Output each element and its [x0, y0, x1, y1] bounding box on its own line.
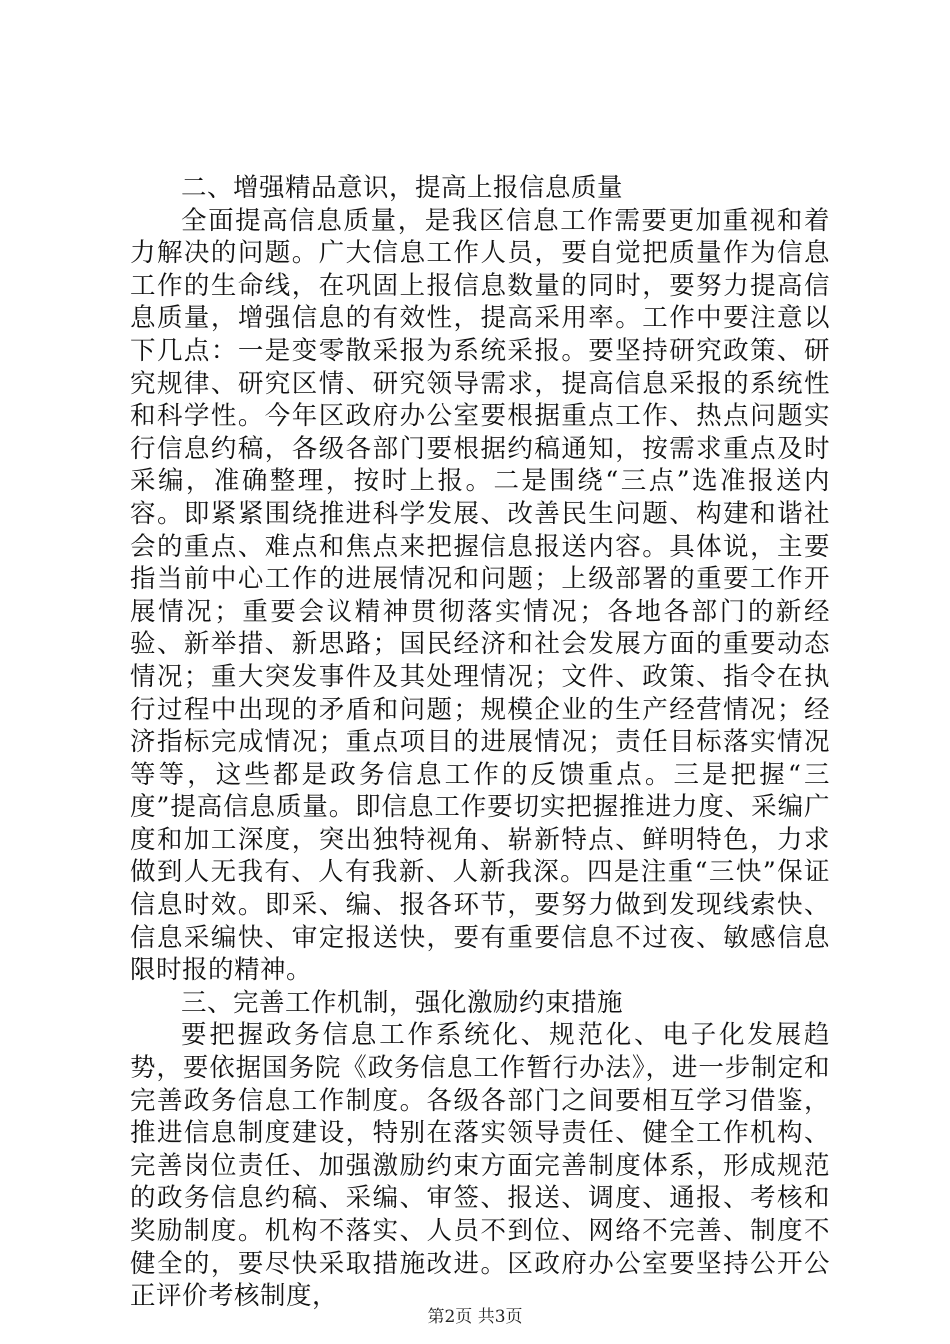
section-paragraph-2: 全面提高信息质量，是我区信息工作需要更加重视和着力解决的问题。广大信息工作人员，要自觉把质量作为信息工作的生命线，在巩固上报信息数量的同时，要努力提高信息质量，增强信息的有效性，提高采用率。工作中要注意以下几点：一是变零散采报为系统采报。要坚持研究政策、研究规律、研究区情、研究领导需求，提高信息采报的系统性和科学性。今年区政府办公室要根据重点工作、热点问题实行信息约稿，各级各部门要根据约稿通知，按需求重点及时采编，准确整理，按时上报。二是围绕“三点”选准报送内容。即紧紧围绕推进科学发展、改善民生问题、构建和谐社会的重点、难点和焦点来把握信息报送内容。具体说，主要指当前中心工作的进展情况和问题；上级部署的重要工作开展情况；重要会议精神贯彻落实情况；各地各部门的新经验、新举措、新思路；国民经济和社会发展方面的重要动态情况；重大突发事件及其处理情况；文件、政策、指令在执行过程中出现的矛盾和问题；规模企业的生产经营情况；经济指标完成情况；重点项目的进展情况；责任目标落实情况等等，这些都是政务信息工作的反馈重点。三是把握“三度”提高信息质量。即信息工作要切实把握推进力度、采编广度和加工深度，突出独特视角、崭新特点、鲜明特色，力求做到人无我有、人有我新、人新我深。四是注重“三快”保证信息时效。即采、编、报各环节，要努力做到发现线索快、信息采编快、审定报送快，要有重要信息不过夜、敏感信息限时报的精神。: [130, 205, 830, 986]
document-body: [130, 172, 830, 1313]
section-heading-2: 二、增强精品意识，提高上报信息质量: [181, 173, 624, 203]
section-paragraph-3: 要把握政务信息工作系统化、规范化、电子化发展趋势，要依据国务院《政务信息工作暂行办法》，进一步制定和完善政务信息工作制度。各级各部门之间要相互学习借鉴，推进信息制度建设，特别在落实领导责任、健全工作机构、完善岗位责任、加强激励约束方面完善制度体系，形成规范的政务信息约稿、采编、审签、报送、调度、通报、考核和奖励制度。机构不落实、人员不到位、网络不完善、制度不健全的，要尽快采取措施改进。区政府办公室要坚持公开公正评价考核制度，: [130, 1020, 830, 1312]
page-number-footer: 第2页 共3页: [427, 1307, 523, 1327]
section-heading-3: 三、完善工作机制，强化激励约束措施: [181, 987, 624, 1018]
